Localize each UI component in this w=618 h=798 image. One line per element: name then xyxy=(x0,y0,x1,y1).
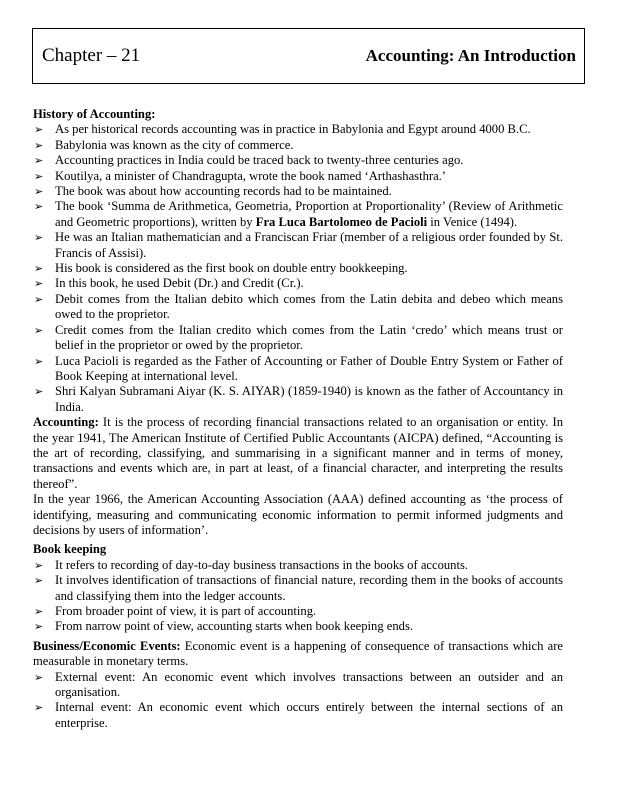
list-item: ➢ In this book, he used Debit (Dr.) and Credit (Cr.). xyxy=(34,276,304,291)
list-item: ➢ As per historical records accounting was in practice in Babylonia and Egypt around 4000 B.C. xyxy=(34,122,531,137)
arrow-bullet-icon: ➢ xyxy=(34,292,44,306)
list-item: ➢ Luca Pacioli is regarded as the Father of Accounting or Father of Double Entry System or Father of Book Keeping at international level. xyxy=(34,353,563,383)
list-item: ➢ Credit comes from the Italian credito which comes from the Latin ‘credo’ which means trust or belief in the proprietor or owed by the proprietor. xyxy=(34,322,563,353)
arrow-bullet-icon: ➢ xyxy=(34,231,44,245)
arrow-bullet-icon: ➢ xyxy=(34,169,44,183)
arrow-bullet-icon: ➢ xyxy=(34,138,44,152)
list-item: ➢ Shri Kalyan Subramani Aiyar (K. S. AIYAR) (1859-1940) is known as the father of Accountancy in India. xyxy=(34,384,563,414)
arrow-bullet-icon: ➢ xyxy=(34,670,44,684)
chapter-number: Chapter – 21 xyxy=(42,45,141,66)
list-item: ➢ From narrow point of view, accounting starts when book keeping ends. xyxy=(34,619,414,634)
list-item: ➢ External event: An economic event which involves transactions between an outsider and an organisation. xyxy=(34,669,563,700)
arrow-bullet-icon: ➢ xyxy=(34,262,44,276)
arrow-bullet-icon: ➢ xyxy=(34,701,44,715)
author-name: Fra Luca Bartolomeo de Pacioli xyxy=(255,214,428,229)
arrow-bullet-icon: ➢ xyxy=(34,154,44,168)
arrow-bullet-icon: ➢ xyxy=(34,323,44,337)
history-heading: History of Accounting: xyxy=(33,107,156,121)
events-definition: Business/Economic Events: Economic event is a happening of consequence of transactions which are measurable in monetary terms. xyxy=(33,638,563,669)
arrow-bullet-icon: ➢ xyxy=(34,123,44,137)
arrow-bullet-icon: ➢ xyxy=(34,620,44,634)
arrow-bullet-icon: ➢ xyxy=(34,354,44,368)
arrow-bullet-icon: ➢ xyxy=(34,277,44,291)
events-list xyxy=(33,670,563,732)
arrow-bullet-icon: ➢ xyxy=(34,200,44,214)
events-term: Business/Economic Events: xyxy=(33,638,181,653)
list-item: ➢ Internal event: An economic event which occurs entirely between the internal sections of an enterprise. xyxy=(34,700,563,730)
arrow-bullet-icon: ➢ xyxy=(34,558,44,572)
arrow-bullet-icon: ➢ xyxy=(34,574,44,588)
document-body xyxy=(33,107,563,731)
list-item: ➢ Koutilya, a minister of Chandragupta, wrote the book named ‘Arthashasthra.’ xyxy=(34,168,446,183)
list-item: ➢ It involves identification of transactions of financial nature, recording them in the books of accounts and classifying them into the ledger accounts. xyxy=(34,573,563,603)
accounting-definition: Accounting: It is the process of recording financial transactions related to an organisation or entity. In the year 1941, The American Institute of Certified Public Accountants (AICPA) defined, “Accounting is the art of recording, classifying, and summarising in a significant manner and in terms of money, transactions and events which are, in part at least, of a financial character, and interpreting the results thereof”. xyxy=(33,415,563,491)
aaa-definition: In the year 1966, the American Accounting Association (AAA) defined accounting as ‘the process of identifying, measuring and communicating economic information to permit informed judgments and decisions by users of information’. xyxy=(33,492,563,537)
list-item: ➢ Babylonia was known as the city of commerce. xyxy=(34,137,294,152)
bookkeeping-list xyxy=(33,558,563,635)
arrow-bullet-icon: ➢ xyxy=(34,385,44,399)
list-item: ➢ Accounting practices in India could be traced back to twenty-three centuries ago. xyxy=(34,153,464,168)
arrow-bullet-icon: ➢ xyxy=(34,605,44,618)
list-item: ➢ From broader point of view, it is part of accounting. xyxy=(34,604,317,618)
list-item: ➢ The book was about how accounting records had to be maintained. xyxy=(34,184,392,199)
accounting-term: Accounting: xyxy=(33,415,99,430)
arrow-bullet-icon: ➢ xyxy=(34,185,44,199)
bookkeeping-heading: Book keeping xyxy=(33,542,107,557)
list-item-summa: ➢ The book ‘Summa de Arithmetica, Geometria, Proportion at Proportionality’ (Review of Arithmetic and Geometric proportions), written by Fra Luca Bartolomeo de Pacioli in Venice (1494). xyxy=(34,199,563,229)
history-list xyxy=(33,122,563,415)
list-item: ➢ His book is considered as the first book on double entry bookkeeping. xyxy=(34,261,408,276)
chapter-title: Accounting: An Introduction xyxy=(365,46,576,65)
list-item: ➢ He was an Italian mathematician and a Franciscan Friar (member of a religious order founded by St. Francis of Assisi). xyxy=(34,230,563,260)
list-item: ➢ It refers to recording of day-to-day business transactions in the books of accounts. xyxy=(34,557,469,572)
list-item: ➢ Debit comes from the Italian debito which comes from the Latin debita and debeo which means owed to the proprietor. xyxy=(34,291,563,322)
chapter-header-box xyxy=(32,28,585,84)
